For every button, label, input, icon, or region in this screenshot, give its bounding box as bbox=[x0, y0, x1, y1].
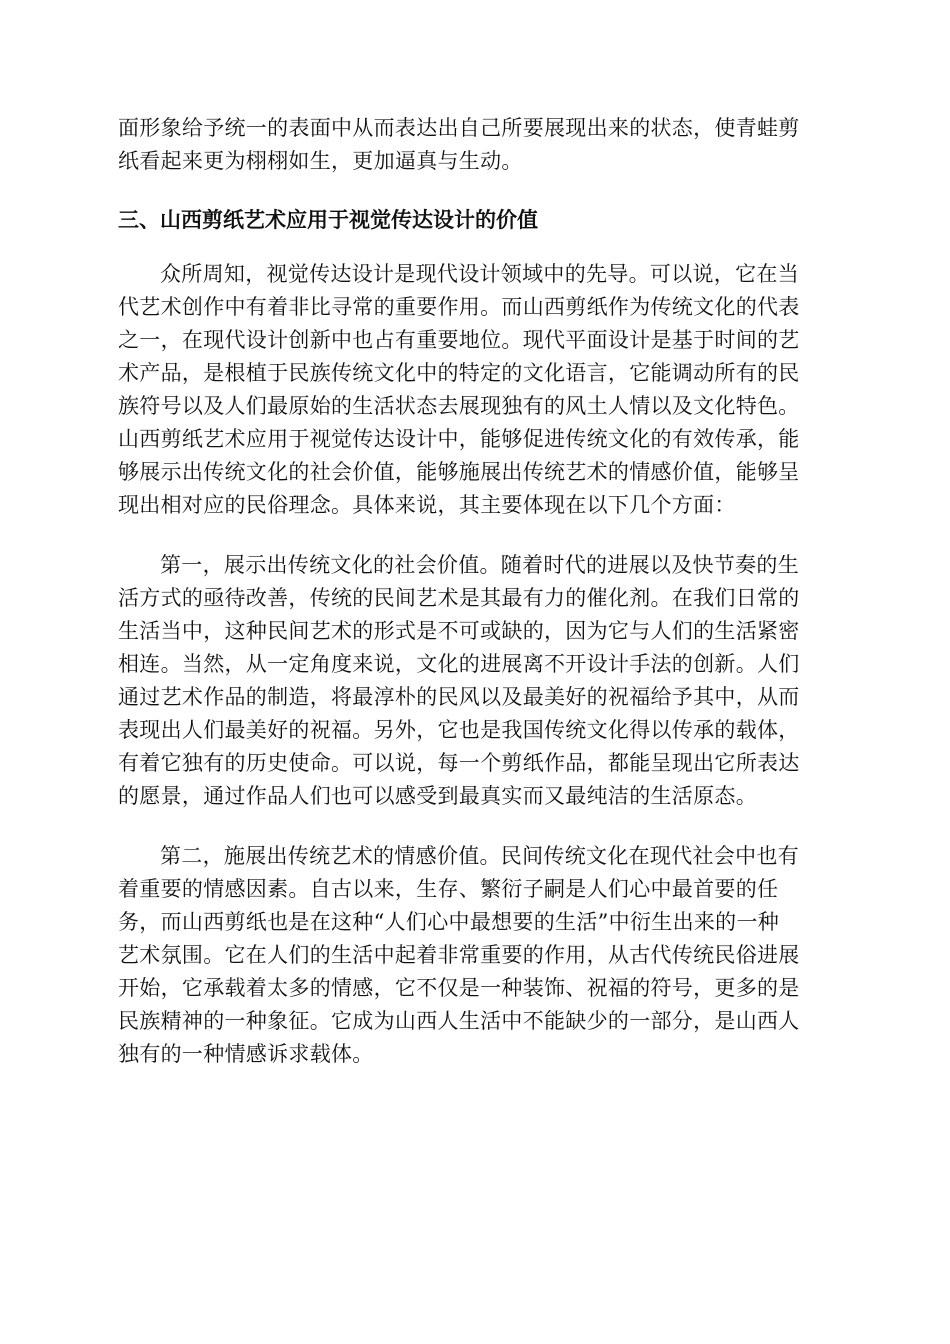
text-line: 开始，它承载着太多的情感，它不仅是一种装饰、祝福的符号，更多的是 bbox=[118, 976, 800, 1000]
text-line: 第一，展示出传统文化的社会价值。随着时代的进展以及快节奏的生 bbox=[160, 553, 799, 577]
text-line: 纸看起来更为栩栩如生，更加逼真与生动。 bbox=[118, 149, 523, 173]
text-line: 有着它独有的历史使命。可以说，每一个剪纸作品，都能呈现出它所表达 bbox=[118, 751, 800, 775]
text-line: 活方式的亟待改善，传统的民间艺术是其最有力的催化剂。在我们日常的 bbox=[118, 586, 800, 610]
text-line: 通过艺术作品的制造，将最淳朴的民风以及最美好的祝福给予其中，从而 bbox=[118, 685, 800, 709]
text-line: 第二，施展出传统艺术的情感价值。民间传统文化在现代社会中也有 bbox=[160, 844, 799, 868]
text-line: 术产品，是根植于民族传统文化中的特定的文化语言，它能调动所有的民 bbox=[118, 361, 800, 385]
text-line: 相连。当然，从一定角度来说，文化的进展离不开设计手法的创新。人们 bbox=[118, 652, 800, 676]
text-line: 众所周知，视觉传达设计是现代设计领域中的先导。可以说，它在当 bbox=[160, 262, 799, 286]
text-line: 表现出人们最美好的祝福。另外，它也是我国传统文化得以传承的载体， bbox=[118, 718, 800, 742]
document-page bbox=[118, 112, 834, 1071]
text-line: 生活当中，这种民间艺术的形式是不可或缺的，因为它与人们的生活紧密 bbox=[118, 619, 800, 643]
paragraph-emotional-value bbox=[118, 840, 834, 1071]
text-line: 族符号以及人们最原始的生活状态去展现独有的风土人情以及文化特色。 bbox=[118, 394, 800, 418]
text-line: 着重要的情感因素。自古以来，生存、繁衍子嗣是人们心中最首要的任 bbox=[118, 877, 779, 901]
text-line: 够展示出传统文化的社会价值，能够施展出传统艺术的情感价值，能够呈 bbox=[118, 460, 800, 484]
text-line: 现出相对应的民俗理念。具体来说，其主要体现在以下几个方面： bbox=[118, 493, 736, 517]
text-line: 之一，在现代设计创新中也占有重要地位。现代平面设计是基于时间的艺 bbox=[118, 328, 800, 352]
text-line: 独有的一种情感诉求载体。 bbox=[118, 1042, 374, 1066]
text-line: 山西剪纸艺术应用于视觉传达设计中，能够促进传统文化的有效传承，能 bbox=[118, 427, 800, 451]
text-line: 面形象给予统一的表面中从而表达出自己所要展现出来的状态，使青蛙剪 bbox=[118, 116, 800, 140]
text-line: 代艺术创作中有着非比寻常的重要作用。而山西剪纸作为传统文化的代表 bbox=[118, 295, 800, 319]
text-line: 艺术氛围。它在人们的生活中起着非常重要的作用，从古代传统民俗进展 bbox=[118, 943, 800, 967]
text-line: 的愿景，通过作品人们也可以感受到最真实而又最纯洁的生活原态。 bbox=[118, 784, 757, 808]
section-heading: 三、山西剪纸艺术应用于视觉传达设计的价值 bbox=[118, 207, 538, 232]
continuation-paragraph bbox=[118, 112, 834, 178]
paragraph-intro bbox=[118, 258, 834, 522]
text-line: 务，而山西剪纸也是在这种“人们心中最想要的生活”中衍生出来的一种 bbox=[118, 910, 780, 934]
text-line: 民族精神的一种象征。它成为山西人生活中不能缺少的一部分，是山西人 bbox=[118, 1009, 800, 1033]
paragraph-social-value bbox=[118, 549, 834, 813]
